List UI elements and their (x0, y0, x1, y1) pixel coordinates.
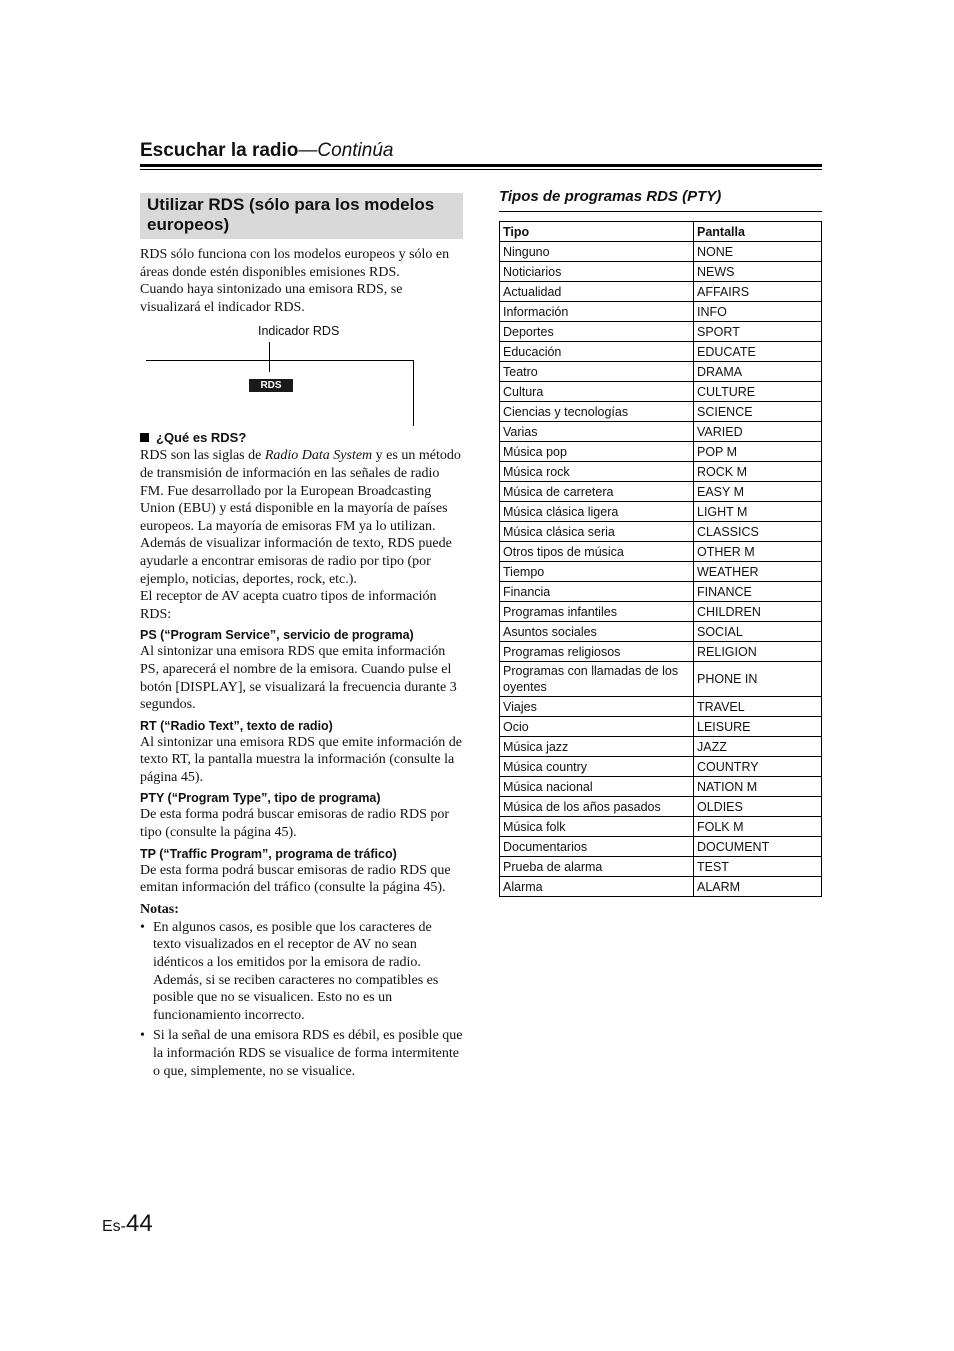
pty-display-cell: INFO (694, 302, 822, 322)
table-row (500, 542, 822, 562)
pty-display-cell: LEISURE (694, 717, 822, 737)
note-item: • Si la señal de una emisora RDS es débil, es posible que la información RDS se visualice de forma intermitente o que, simplemente, no se visualice. (140, 1027, 463, 1080)
table-row (500, 582, 822, 602)
pty-display-cell: NATION M (694, 777, 822, 797)
pty-display-cell: COUNTRY (694, 757, 822, 777)
pty-display-cell: FINANCE (694, 582, 822, 602)
pty-type-cell: Música nacional (500, 777, 694, 797)
table-row (500, 622, 822, 642)
pty-type-cell: Música clásica ligera (500, 502, 694, 522)
table-row (500, 302, 822, 322)
pty-type-cell: Asuntos sociales (500, 622, 694, 642)
rds-indicator-diagram (140, 322, 463, 420)
pty-display-cell: DOCUMENT (694, 837, 822, 857)
pty-type-cell: Programas con llamadas de los oyentes (500, 662, 694, 697)
page-prefix: Es- (102, 1218, 126, 1235)
pty-display-cell: ROCK M (694, 462, 822, 482)
page-number (102, 1210, 153, 1238)
what-is-rds-title: ¿Qué es RDS? (156, 430, 247, 446)
table-row (500, 362, 822, 382)
term-tp-description: De esta forma podrá buscar emisoras de radio RDS que emitan información del tráfico (consulte la página 45). (140, 862, 451, 896)
display-outline-right (413, 360, 414, 426)
pty-type-cell: Teatro (500, 362, 694, 382)
pty-display-cell: TEST (694, 857, 822, 877)
term-ps: PS (“Program Service”, servicio de programa) (140, 628, 414, 643)
page-header (140, 140, 822, 162)
pty-type-cell: Música de carretera (500, 482, 694, 502)
right-column (499, 187, 822, 897)
table-row (500, 697, 822, 717)
pty-display-cell: NEWS (694, 262, 822, 282)
table-row (500, 562, 822, 582)
header-continued: —Continúa (298, 140, 394, 161)
pty-type-cell: Noticiarios (500, 262, 694, 282)
text-run: RDS son las siglas de (140, 448, 265, 464)
table-row (500, 857, 822, 877)
table-row (500, 737, 822, 757)
pty-display-cell: EASY M (694, 482, 822, 502)
pty-display-cell: CHILDREN (694, 602, 822, 622)
pty-type-cell: Ciencias y tecnologías (500, 402, 694, 422)
notes-list (140, 919, 463, 1080)
term-ps-description: Al sintonizar una emisora RDS que emita información PS, aparecerá el nombre de la emisora. Cuando pulse el botón [DISPLAY], se visualizará la frecuencia durante 3 segundos. (140, 644, 457, 713)
table-row (500, 817, 822, 837)
column-header-tipo: Tipo (500, 222, 694, 242)
table-row (500, 602, 822, 622)
table-row (500, 837, 822, 857)
header-rule-thin (140, 169, 822, 170)
rds-indicator-badge: RDS (249, 379, 293, 392)
pty-display-cell: CLASSICS (694, 522, 822, 542)
term-pty: PTY (“Program Type”, tipo de programa) (140, 791, 381, 806)
rds-indicator-label: Indicador RDS (258, 324, 340, 339)
pty-type-cell: Música de los años pasados (500, 797, 694, 817)
pty-display-cell: DRAMA (694, 362, 822, 382)
pty-type-cell: Otros tipos de música (500, 542, 694, 562)
pty-table (499, 221, 822, 897)
notes-title: Notas: (140, 901, 179, 917)
pty-type-cell: Música folk (500, 817, 694, 837)
pty-display-cell: FOLK M (694, 817, 822, 837)
pty-type-cell: Información (500, 302, 694, 322)
pty-display-cell: NONE (694, 242, 822, 262)
pty-type-cell: Prueba de alarma (500, 857, 694, 877)
table-row (500, 522, 822, 542)
header-title-text: Escuchar la radio (140, 140, 299, 161)
pty-display-cell: TRAVEL (694, 697, 822, 717)
pty-title-rule (499, 211, 822, 212)
table-row (500, 402, 822, 422)
term-pty-description: De esta forma podrá buscar emisoras de radio RDS por tipo (consulte la página 45). (140, 807, 450, 841)
intro (140, 246, 463, 316)
pty-display-cell: SOCIAL (694, 622, 822, 642)
pty-display-cell: VARIED (694, 422, 822, 442)
column-header-pantalla: Pantalla (694, 222, 822, 242)
table-row (500, 382, 822, 402)
pty-type-cell: Música country (500, 757, 694, 777)
pty-table-body (500, 242, 822, 897)
table-row (500, 777, 822, 797)
pty-type-cell: Alarma (500, 877, 694, 897)
what-is-rds-heading (140, 430, 463, 445)
note-item: • En algunos casos, es posible que los caracteres de texto visualizados en el receptor de AV no sean idénticos a los emitidos por la emisora de radio. Además, si se reciben caracteres no compatibles es posible que no se visualicen. Esto no es un funcionamiento incorrecto. (140, 919, 463, 1025)
table-row (500, 482, 822, 502)
pty-display-cell: SPORT (694, 322, 822, 342)
pty-display-cell: PHONE IN (694, 662, 822, 697)
pty-type-cell: Música jazz (500, 737, 694, 757)
what-is-rds-paragraph (140, 447, 463, 588)
pty-display-cell: RELIGION (694, 642, 822, 662)
pty-type-cell: Programas infantiles (500, 602, 694, 622)
term-rt-description: Al sintonizar una emisora RDS que emite información de texto RT, la pantalla muestra la información (consulte la página 45). (140, 734, 462, 785)
table-row (500, 797, 822, 817)
section-title: Utilizar RDS (sólo para los modelos europeos) (140, 193, 463, 239)
rds-types-intro: El receptor de AV acepta cuatro tipos de información RDS: (140, 589, 437, 622)
intro-paragraph: RDS sólo funciona con los modelos europeos y sólo en áreas donde estén disponibles emisiones RDS. (140, 247, 450, 280)
pty-display-cell: WEATHER (694, 562, 822, 582)
page-number-value: 44 (126, 1210, 153, 1237)
pty-type-cell: Tiempo (500, 562, 694, 582)
table-row (500, 462, 822, 482)
table-row (500, 262, 822, 282)
table-row (500, 642, 822, 662)
pty-display-cell: JAZZ (694, 737, 822, 757)
header-title (140, 140, 393, 161)
square-bullet-icon (140, 433, 149, 442)
pty-display-cell: ALARM (694, 877, 822, 897)
pty-type-cell: Ocio (500, 717, 694, 737)
pty-table-header-row (500, 222, 822, 242)
pty-title: Tipos de programas RDS (PTY) (499, 188, 722, 205)
pty-type-cell: Varias (500, 422, 694, 442)
table-row (500, 442, 822, 462)
pty-type-cell: Financia (500, 582, 694, 602)
pty-type-cell: Actualidad (500, 282, 694, 302)
pty-display-cell: SCIENCE (694, 402, 822, 422)
radio-data-system-term: Radio Data System (264, 448, 373, 464)
pty-display-cell: LIGHT M (694, 502, 822, 522)
text-run: y es un método de transmisión de información en las señales de radio FM. Fue desarrollado por la European Broadcasting Union (EBU) y está disponible en la mayoría de países europeos. La mayoría de emisoras FM ya lo utilizan. Además de visualizar información de texto, RDS puede ayudarle a encontrar emisoras de radio por tipo (por ejemplo, noticias, deportes, rock, etc.). (140, 448, 461, 587)
pty-type-cell: Música rock (500, 462, 694, 482)
table-row (500, 422, 822, 442)
table-row (500, 717, 822, 737)
pty-type-cell: Música pop (500, 442, 694, 462)
pty-display-cell: CULTURE (694, 382, 822, 402)
pty-type-cell: Música clásica seria (500, 522, 694, 542)
table-row (500, 502, 822, 522)
table-row (500, 877, 822, 897)
term-rt: RT (“Radio Text”, texto de radio) (140, 718, 333, 733)
term-tp: TP (“Traffic Program”, programa de tráfico) (140, 846, 397, 861)
pty-type-cell: Educación (500, 342, 694, 362)
table-row (500, 242, 822, 262)
table-row (500, 662, 822, 697)
pty-type-cell: Viajes (500, 697, 694, 717)
pty-display-cell: OTHER M (694, 542, 822, 562)
pty-type-cell: Programas religiosos (500, 642, 694, 662)
pty-type-cell: Deportes (500, 322, 694, 342)
pty-display-cell: EDUCATE (694, 342, 822, 362)
pty-type-cell: Cultura (500, 382, 694, 402)
pty-type-cell: Ninguno (500, 242, 694, 262)
pty-type-cell: Documentarios (500, 837, 694, 857)
table-row (500, 757, 822, 777)
pty-display-cell: AFFAIRS (694, 282, 822, 302)
header-rule-thick (140, 164, 822, 167)
table-row (500, 342, 822, 362)
pty-display-cell: OLDIES (694, 797, 822, 817)
table-row (500, 322, 822, 342)
display-outline-top (146, 360, 414, 361)
diagram-pointer-line (269, 342, 270, 372)
intro-paragraph: Cuando haya sintonizado una emisora RDS, se visualizará el indicador RDS. (140, 282, 403, 315)
table-row (500, 282, 822, 302)
left-column (140, 193, 463, 1080)
pty-display-cell: POP M (694, 442, 822, 462)
